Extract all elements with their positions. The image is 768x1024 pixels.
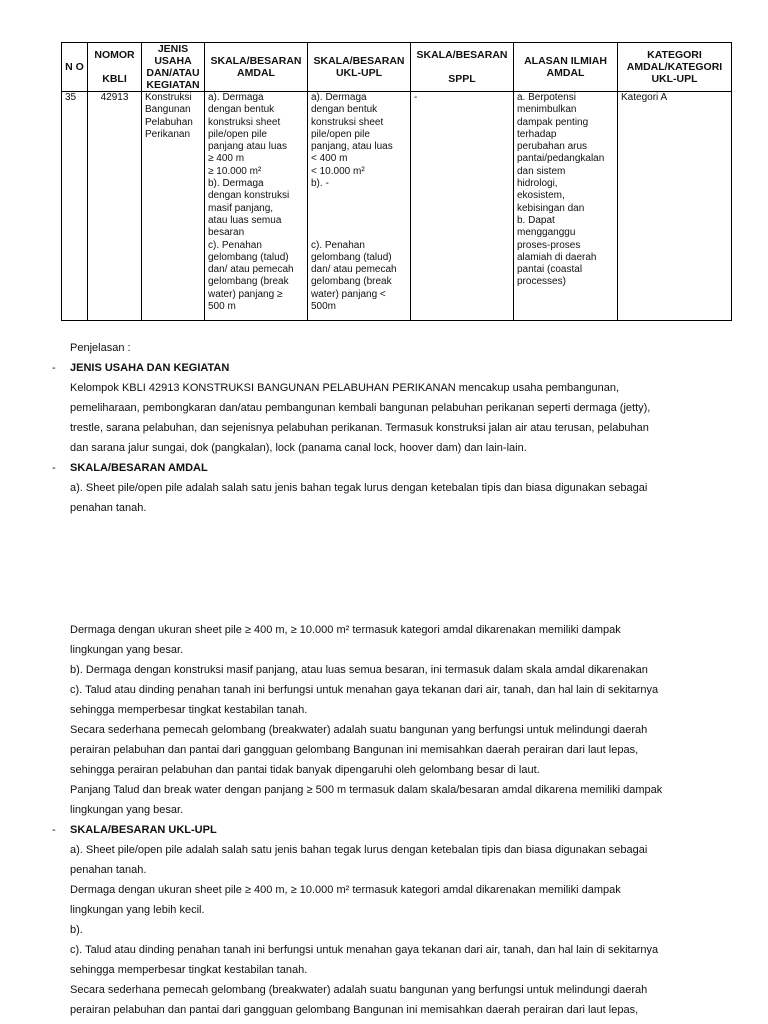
paragraph-amdal-detail: Dermaga dengan ukuran sheet pile ≥ 400 m, ≥ 10.000 m² termasuk kategori amdal dikarenakan memiliki dampak lingkungan yang besar. b). Dermaga dengan konstruksi masif panjang, atau luas semua besaran, ini termasuk dalam skala amdal dikarenakan c). Talud atau dinding penahan tanah ini berfungsi untuk menahan gaya tekanan dari air, tanah, dan hal lain di sekitarnya sehingga memperbesar tingkat kestabilan tanah. Secara sederhana pemecah gelombang (breakwater) adalah suatu bangunan yang berfungsi untuk melindungi daerah perairan pelabuhan dan pantai dari gangguan gelombang Bangunan ini memisahkan daerah perairan dari laut lepas, sehingga perairan pelabuhan dan pantai tidak banyak dipengaruhi oleh gelombang besar di laut. Panjang Talud dan break water dengan panjang ≥ 500 m termasuk dalam skala/besaran amdal dikarena memiliki dampak lingkungan yang besar.	[70, 624, 663, 816]
cell-skala-sppl: -	[411, 92, 514, 321]
header-nomor-kbli: NOMOR KBLI	[88, 43, 142, 92]
cell-skala-ukl-upl: a). Dermaga dengan bentuk konstruksi sheet pile/open pile panjang, atau luas < 400 m < 10.000 m² b). - c). Penahan gelombang (talud) dan/ atau pemecah gelombang (break water) panjang < 500m	[308, 92, 411, 321]
header-jenis-usaha: JENIS USAHA DAN/ATAU KEGIATAN	[142, 43, 205, 92]
table-header-row	[62, 43, 732, 92]
cell-alasan-ilmiah: a. Berpotensi menimbulkan dampak penting terhadap perubahan arus pantai/pedangkalan dan sistem hidrologi, ekosistem, kebisingan dan b. Dapat mengganggu proses-proses alamiah di daerah pantai (coastal processes)	[514, 92, 618, 321]
document-body	[52, 338, 712, 1020]
header-skala-sppl: SKALA/BESARAN SPPL	[411, 43, 514, 92]
cell-skala-amdal: a). Dermaga dengan bentuk konstruksi sheet pile/open pile panjang atau luas ≥ 400 m ≥ 10.000 m² b). Dermaga dengan konstruksi masif panjang, atau luas semua besaran c). Penahan gelombang (talud) dan/ atau pemecah gelombang (break water) panjang ≥ 500 m	[205, 92, 308, 321]
table-row	[62, 92, 732, 321]
heading-skala-amdal: - SKALA/BESARAN AMDAL	[52, 462, 208, 474]
kbli-table	[61, 42, 732, 321]
header-skala-amdal: SKALA/BESARAN AMDAL	[205, 43, 308, 92]
paragraph-jenis-usaha: Kelompok KBLI 42913 KONSTRUKSI BANGUNAN PELABUHAN PERIKANAN mencakup usaha pembangunan, pemeliharaan, pembongkaran dan/atau pembangunan kembali bangunan pelabuhan perikanan seperti dermaga (jetty), trestle, sarana pelabuhan, dan sejenisnya pelabuhan perikanan. Termasuk konstruksi jalan air atau terusan, pelabuhan dan sarana jalur sungai, dok (pangkalan), lock (panama canal lock, hoover dam) dan lain-lain.	[70, 382, 651, 454]
cell-kbli: 42913	[88, 92, 142, 321]
cell-kategori: Kategori A	[618, 92, 732, 321]
heading-skala-ukl-upl: - SKALA/BESARAN UKL-UPL	[52, 824, 217, 836]
heading-jenis-usaha: - JENIS USAHA DAN KEGIATAN	[52, 362, 230, 374]
blank-space	[52, 518, 712, 620]
header-kategori: KATEGORI AMDAL/KATEGORI UKL-UPL	[618, 43, 732, 92]
cell-no: 35	[62, 92, 88, 321]
paragraph-ukl-upl: a). Sheet pile/open pile adalah salah satu jenis bahan tegak lurus dengan ketebalan tipis dan biasa digunakan sebagai penahan tanah. Dermaga dengan ukuran sheet pile ≥ 400 m, ≥ 10.000 m² termasuk kategori amdal dikarenakan memiliki dampak lingkungan yang lebih kecil. b). c). Talud atau dinding penahan tanah ini berfungsi untuk menahan gaya tekanan dari air, tanah, dan hal lain di sekitarnya sehingga memperbesar tingkat kestabilan tanah. Secara sederhana pemecah gelombang (breakwater) adalah suatu bangunan yang berfungsi untuk melindungi daerah perairan pelabuhan dan pantai dari gangguan gelombang Bangunan ini memisahkan daerah perairan dari laut lepas,	[70, 844, 659, 1016]
cell-jenis: Konstruksi Bangunan Pelabuhan Perikanan	[142, 92, 205, 321]
header-skala-ukl-upl: SKALA/BESARAN UKL-UPL	[308, 43, 411, 92]
penjelasan-label: Penjelasan :	[70, 342, 131, 354]
paragraph-sheet-pile: a). Sheet pile/open pile adalah salah satu jenis bahan tegak lurus dengan ketebalan tipis dan biasa digunakan sebagai penahan tanah.	[70, 482, 648, 514]
header-alasan-ilmiah: ALASAN ILMIAH AMDAL	[514, 43, 618, 92]
header-no: N O	[62, 43, 88, 92]
